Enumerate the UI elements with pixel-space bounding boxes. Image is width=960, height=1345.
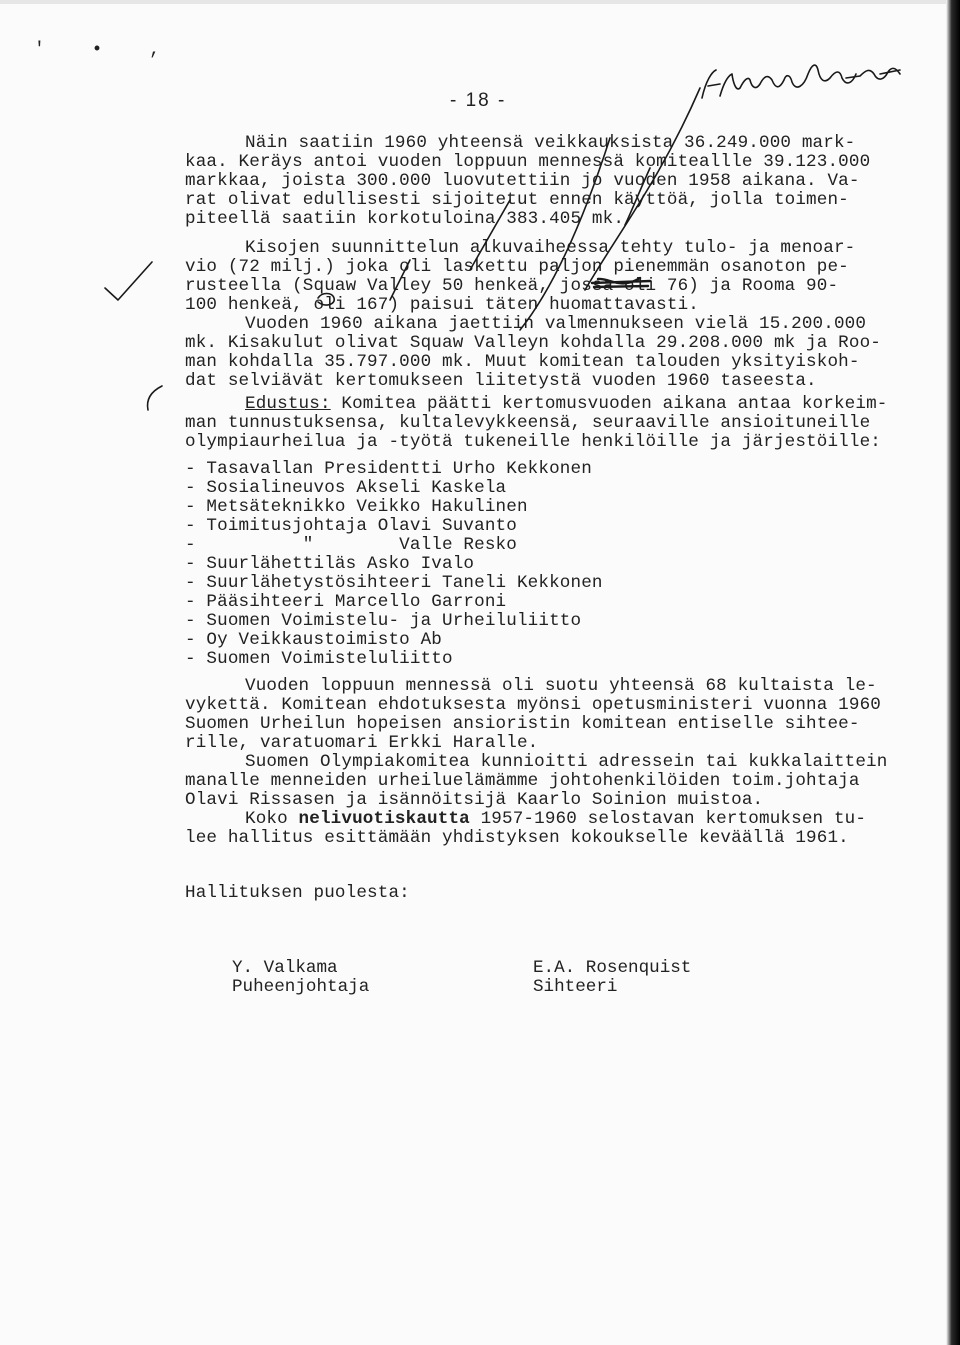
text-line: olympiaurheilua ja -työtä tukeneille henkilöille ja järjestöille:: [185, 432, 882, 452]
text-line: piteellä saatiin korkotuloina 383.405 mk.: [185, 209, 625, 229]
list-item: - Suomen Voimisteluliitto: [185, 649, 453, 669]
text-line: rille, varatuomari Erkki Haralle.: [185, 733, 539, 753]
text-span: Komitea päätti kertomusvuoden aikana antaa korkeim-: [330, 394, 888, 414]
list-item: - Toimitusjohtaja Olavi Suvanto: [185, 516, 517, 536]
signatory-name: Y. Valkama: [232, 958, 338, 978]
page-number: - 18 -: [450, 90, 507, 111]
text-line: markkaa, joista 300.000 luovutettiin jo vuoden 1958 aikana. Va-: [185, 171, 860, 191]
list-item: - Pääsihteeri Marcello Garroni: [185, 592, 507, 612]
list-item: - Suurlähettiläs Asko Ivalo: [185, 554, 475, 574]
text-line: man tunnustuksensa, kultalevykkeensä, seuraaville ansioituneille: [185, 413, 871, 433]
text-line: Vuoden loppuun mennessä oli suotu yhteensä 68 kultaista le-: [245, 676, 877, 696]
list-item: - Suurlähetystösihteeri Taneli Kekkonen: [185, 573, 603, 593]
slash-mark: [625, 168, 650, 225]
slash-mark: [390, 260, 410, 300]
text-span-bold: nelivuotiskautta: [298, 809, 470, 829]
text-span: Koko: [245, 809, 299, 829]
text-line: manalle menneiden urheiluelämämme johtohenkilöiden toim.johtaja: [185, 771, 860, 791]
text-line: lee hallitus esittämään yhdistyksen kokoukselle keväällä 1961.: [185, 828, 849, 848]
margin-marks: ' • ,: [34, 40, 179, 60]
text-line: Suomen Urheilun hopeisen ansioristin komitean entiselle sihtee-: [185, 714, 860, 734]
text-line: vio (72 milj.) joka oli laskettu paljon pienemmän osanoton pe-: [185, 257, 849, 277]
margin-bracket: [148, 386, 162, 410]
text-line: rat olivat edullisesti sijoitetut ennen käyttöä, jolla toimen-: [185, 190, 849, 210]
signatory-name: E.A. Rosenquist: [533, 958, 692, 978]
text-line: kaa. Keräys antoi vuoden loppuun mennessä komiteallle 39.123.000: [185, 152, 871, 172]
signatory-title: Sihteeri: [533, 977, 618, 997]
text-line: Kisojen suunnittelun alkuvaiheessa tehty tulo- ja menoar-: [245, 238, 856, 258]
strike-scribble: [592, 278, 650, 287]
text-line: Suomen Olympiakomitea kunnioitti adressein tai kukkalaittein: [245, 752, 888, 772]
check-mark: [105, 262, 152, 300]
closing-line: Hallituksen puolesta:: [185, 883, 410, 903]
list-item: - Metsäteknikko Veikko Hakulinen: [185, 497, 528, 517]
list-item: - Suomen Voimistelu- ja Urheiluliitto: [185, 611, 582, 631]
text-line: man kohdalla 35.797.000 mk. Muut komitean talouden yksityiskoh-: [185, 352, 860, 372]
text-line: Näin saatiin 1960 yhteensä veikkauksista 36.249.000 mark-: [245, 133, 856, 153]
list-item: - Sosialineuvos Akseli Kaskela: [185, 478, 507, 498]
text-line: mk. Kisakulut olivat Squaw Valleyn kohdalla 29.208.000 mk ja Roo-: [185, 333, 882, 353]
text-line: Vuoden 1960 aikana jaettiin valmennukseen vielä 15.200.000: [245, 314, 867, 334]
list-item: - Tasavallan Presidentti Urho Kekkonen: [185, 459, 592, 479]
text-span: 1957-1960 selostavan kertomuksen tu-: [469, 809, 867, 829]
text-line: Olavi Rissasen ja isännöitsijä Kaarlo Soinion muistoa.: [185, 790, 764, 810]
circle-mark: [318, 294, 334, 305]
slash-mark: [585, 88, 700, 290]
text-line: vykettä. Komitean ehdotuksesta myönsi opetusministeri vuonna 1960: [185, 695, 882, 715]
signatory-title: Puheenjohtaja: [232, 977, 370, 997]
text-line: dat selviävät kertomukseen liitetystä vuoden 1960 taseesta.: [185, 371, 817, 391]
list-item: - Oy Veikkaustoimisto Ab: [185, 630, 442, 650]
slash-mark: [470, 200, 510, 270]
slash-mark: [520, 138, 610, 330]
text-line: rusteella (Squaw Valley 50 henkeä, jossa oli 76) ja Rooma 90-: [185, 276, 839, 296]
handwritten-note: [702, 65, 900, 98]
edustus-heading: Edustus:: [245, 394, 331, 414]
list-item: - " Valle Resko: [185, 535, 517, 555]
text-line: 100 henkeä, oli 167) paisui täten huomattavasti.: [185, 295, 699, 315]
